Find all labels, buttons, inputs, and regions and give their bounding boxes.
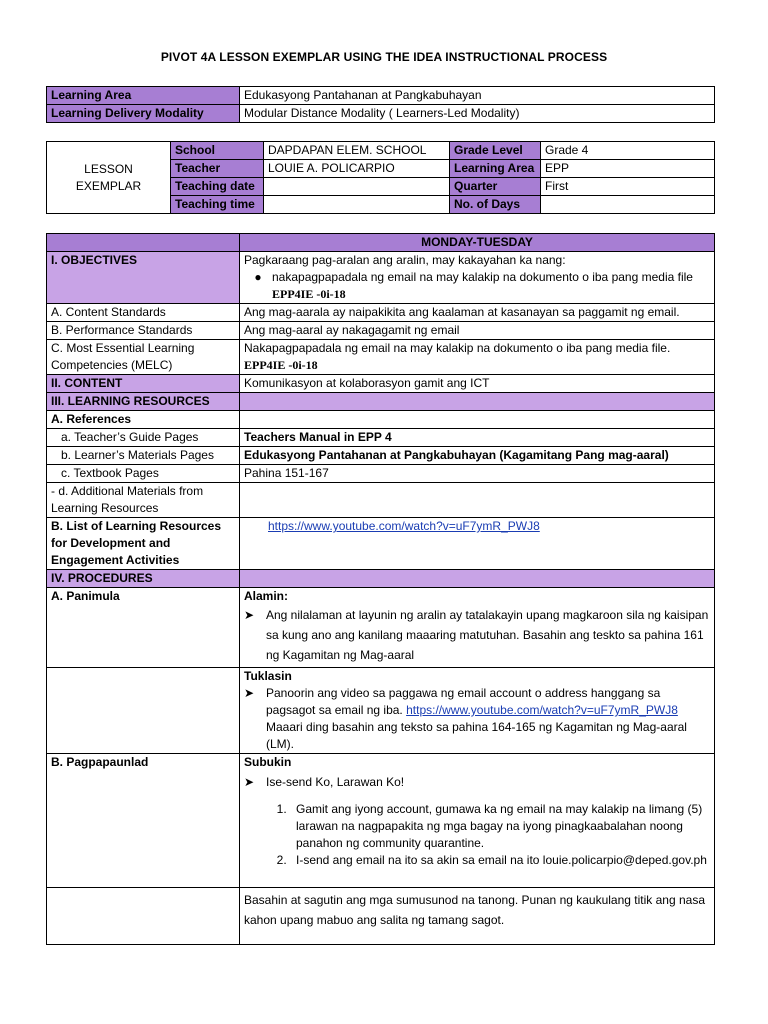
additional-blank — [240, 483, 715, 518]
day-header-blank — [47, 234, 240, 252]
grade-value: Grade 4 — [541, 142, 715, 160]
content-standards-value: Ang mag-aarala ay naipakikita ang kaalaman at kasanayan sa paggamit ng email. — [240, 304, 715, 322]
grade-label: Grade Level — [450, 142, 541, 160]
page-title: PIVOT 4A LESSON EXEMPLAR USING THE IDEA INSTRUCTIONAL PROCESS — [160, 50, 608, 64]
subukin-item — [244, 774, 710, 791]
tuklasin-youtube-link[interactable]: https://www.youtube.com/watch?v=uF7ymR_PWJ8 — [406, 703, 678, 717]
list-resources-cell — [240, 518, 715, 570]
arrow-icon: ➤ — [244, 608, 255, 622]
alamin-title: Alamin: — [244, 589, 289, 603]
melc-code: EPP4IE -0i-18 — [244, 358, 318, 372]
objectives-bullet-item — [244, 269, 710, 303]
pagpapaunlad-label: B. Pagpapaunlad — [47, 754, 240, 888]
tg-value: Teachers Manual in EPP 4 — [240, 429, 715, 447]
lesson-info-table — [46, 141, 715, 214]
teacher-value: LOUIE A. POLICARPIO — [264, 160, 450, 178]
area-value: EPP — [541, 160, 715, 178]
resources-label: III. LEARNING RESOURCES — [47, 393, 240, 411]
performance-standards-value: Ang mag-aaral ay nakagagamit ng email — [240, 322, 715, 340]
lesson-exemplar-label — [47, 142, 171, 214]
melc-value: Nakapagpapadala ng email na may kalakip na dokumento o iba pang media file. — [244, 341, 671, 355]
lesson-exemplar-line1: LESSON — [84, 161, 133, 176]
subukin-title: Subukin — [244, 755, 292, 769]
content-value: Komunikasyon at kolaborasyon gamit ang ICT — [240, 375, 715, 393]
school-label: School — [171, 142, 264, 160]
learning-area-value: Edukasyong Pantahanan at Pangkabuhayan — [240, 87, 715, 105]
youtube-link[interactable]: https://www.youtube.com/watch?v=uF7ymR_PWJ8 — [268, 519, 540, 533]
tuklasin-left-blank — [47, 668, 240, 754]
resources-blank — [240, 393, 715, 411]
subukin-arrow-text: Ise-send Ko, Larawan Ko! — [266, 775, 405, 789]
step-item — [290, 801, 710, 852]
content-label: II. CONTENT — [47, 375, 240, 393]
references-blank — [240, 411, 715, 429]
panimula-label: A. Panimula — [47, 588, 240, 668]
alamin-cell — [240, 588, 715, 668]
melc-label: C. Most Essential Learning Competencies (MELC) — [47, 340, 240, 375]
days-label: No. of Days — [450, 196, 541, 214]
area-label: Learning Area — [450, 160, 541, 178]
days-value — [541, 196, 715, 214]
tuklasin-cell — [240, 668, 715, 754]
objectives-code: EPP4IE -0i-18 — [272, 287, 346, 301]
arrow-icon: ➤ — [244, 686, 255, 700]
bullet-icon: ● — [254, 270, 262, 284]
lm-label: b. Learner’s Materials Pages — [47, 447, 240, 465]
subukin-cell — [240, 754, 715, 888]
school-value: DAPDAPAN ELEM. SCHOOL — [264, 142, 450, 160]
textbook-value: Pahina 151-167 — [240, 465, 715, 483]
learning-area-table — [46, 86, 715, 123]
step-item — [290, 852, 710, 869]
step-1-text: Gamit ang iyong account, gumawa ka ng email na may kalakip na limang (5) larawan na nagpapakita ng mga bagay na iyong pinagkaabalahan noong panahon ng community quarantine. — [296, 802, 703, 850]
day-header: MONDAY-TUESDAY — [240, 234, 715, 252]
procedures-blank — [240, 570, 715, 588]
alamin-text: Ang nilalaman at layunin ng aralin ay tatalakayin upang magkaroon sila ng kaisipan sa kung ano ang kanilang maaaring matutuhan. Basahin ang teskto sa pahina 161 ng Kagamitan ng Mag-aaral — [266, 608, 709, 662]
tuklasin-text1: Panoorin ang video sa paggawa ng email account o address hanggang sa pagsagot sa email ng iba. — [266, 686, 661, 717]
additional-label: - d. Additional Materials from Learning Resources — [47, 483, 240, 518]
quarter-value: First — [541, 178, 715, 196]
objectives-row — [47, 252, 715, 304]
objectives-bullet-text: nakapagpapadala ng email na may kalakip na dokumento o iba pang media file — [272, 270, 693, 284]
tuklasin-title: Tuklasin — [244, 669, 292, 683]
content-standards-label: A. Content Standards — [47, 304, 240, 322]
textbook-label: c. Textbook Pages — [47, 465, 240, 483]
alamin-item — [244, 605, 710, 667]
tg-label: a. Teacher’s Guide Pages — [47, 429, 240, 447]
objectives-label: I. OBJECTIVES — [47, 252, 240, 304]
date-value — [264, 178, 450, 196]
lesson-plan-table — [46, 233, 715, 945]
date-label: Teaching date — [171, 178, 264, 196]
basahin-cell — [240, 888, 715, 945]
tuklasin-item — [244, 685, 710, 753]
procedures-label: IV. PROCEDURES — [47, 570, 240, 588]
list-resources-label: B. List of Learning Resources for Development and Engagement Activities — [47, 518, 240, 570]
objectives-cell — [240, 252, 715, 304]
modality-label: Learning Delivery Modality — [47, 105, 240, 123]
tuklasin-text2: Maaari ding basahin ang teksto sa pahina 164-165 ng Kagamitan ng Mag-aaral (LM). — [266, 720, 687, 751]
learning-area-label: Learning Area — [47, 87, 240, 105]
objectives-intro: Pagkaraang pag-aralan ang aralin, may kakayahan ka nang: — [244, 253, 566, 267]
references-label: A. References — [47, 411, 240, 429]
time-label: Teaching time — [171, 196, 264, 214]
time-value — [264, 196, 450, 214]
lesson-exemplar-line2: EXEMPLAR — [75, 178, 142, 193]
modality-value: Modular Distance Modality ( Learners-Led Modality) — [240, 105, 715, 123]
arrow-icon: ➤ — [244, 775, 255, 789]
basahin-text: Basahin at sagutin ang mga sumusunod na tanong. Punan ng kaukulang titik ang nasa kahon upang mabuo ang salita ng tamang sagot. — [244, 893, 705, 927]
quarter-label: Quarter — [450, 178, 541, 196]
melc-cell — [240, 340, 715, 375]
basahin-left-blank — [47, 888, 240, 945]
performance-standards-label: B. Performance Standards — [47, 322, 240, 340]
step-2-text: I-send ang email na ito sa akin sa email na ito louie.policarpio@deped.gov.ph — [296, 853, 707, 867]
subukin-steps — [244, 801, 710, 869]
teacher-label: Teacher — [171, 160, 264, 178]
lm-value: Edukasyong Pantahanan at Pangkabuhayan (Kagamitang Pang mag-aaral) — [240, 447, 715, 465]
